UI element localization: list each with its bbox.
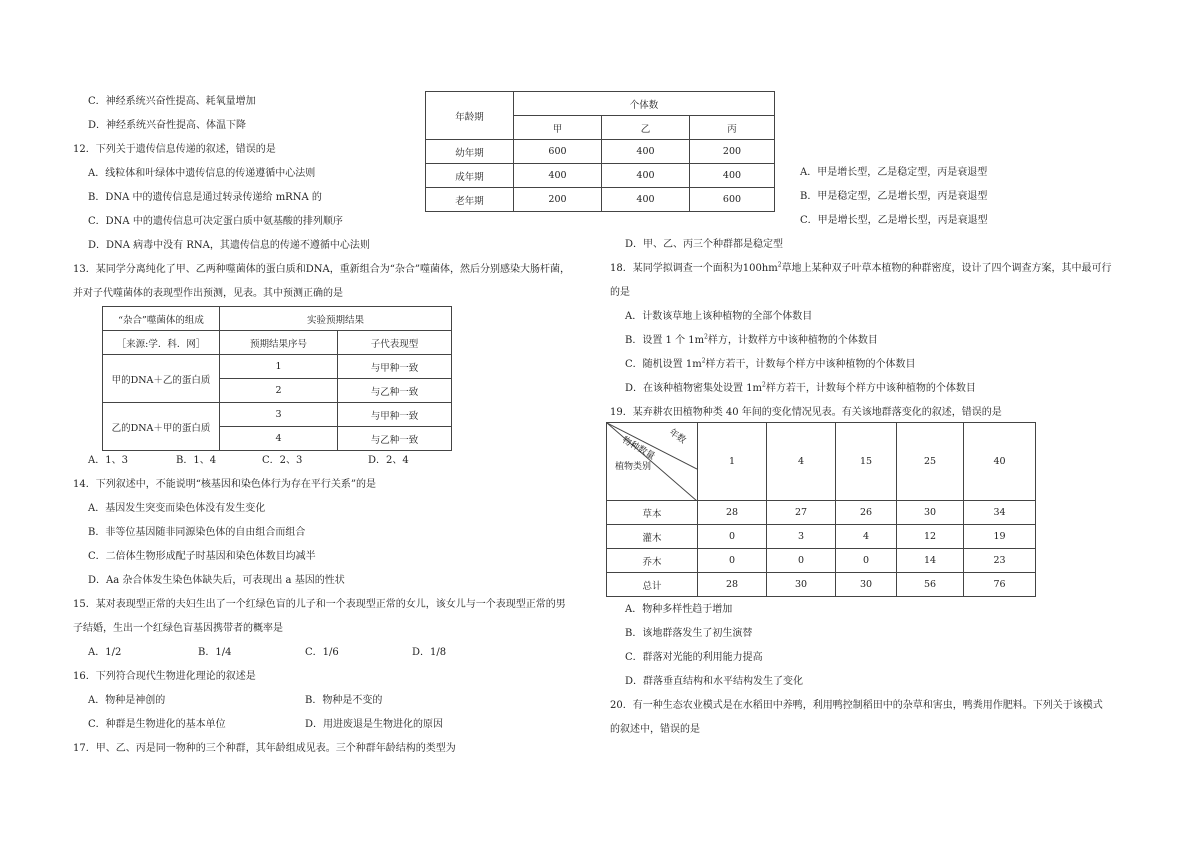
q18-b-pre: B．设置 1 个 1m [625,335,705,346]
q18-b-post: 样方，计数样方中该种植物的个体数目 [707,335,878,346]
q16-stem: 16．下列符合现代生物进化理论的叙述是 [73,671,256,682]
q19-corner-species: 物种数量 [620,435,657,463]
q19-cell: 26 [836,501,897,525]
q19-cell: 30 [836,573,897,597]
q19-cell: 30 [897,501,964,525]
q12-option-b: B．DNA 中的遗传信息是通过转录传递给 mRNA 的 [88,192,322,203]
q17-row-label: 成年期 [426,164,514,188]
q19-row-label: 灌木 [607,525,698,549]
q12-option-a: A．线粒体和叶绿体中遗传信息的传递遵循中心法则 [88,168,316,179]
q17-row-label: 老年期 [426,188,514,212]
q17-option-b: B．甲是稳定型，乙是增长型，丙是衰退型 [800,191,988,202]
q13-head-pheno: 子代表现型 [338,331,452,355]
q13-head-seq: 预期结果序号 [220,331,338,355]
q20-stem-line1: 20．有一种生态农业模式是在水稻田中养鸭，利用鸭控制稻田中的杂草和害虫，鸭粪用作肥料。下列关于该模式 [610,700,1103,711]
q12-option-d: D．DNA 病毒中没有 RNA，其遗传信息的传递不遵循中心法则 [88,240,370,251]
q13-cell: 与甲种一致 [338,355,452,379]
q13-head-source: ［来源:学．科．网］ [103,331,220,355]
q14-stem: 14．下列叙述中，不能说明“核基因和染色体行为存在平行关系”的是 [73,479,376,490]
q15-option-b: B．1/4 [198,647,232,658]
q19-cell: 34 [964,501,1036,525]
q18-option-d [625,382,976,396]
q11-option-c: C．神经系统兴奋性提高、耗氧量增加 [88,96,256,107]
q19-cell: 28 [698,501,767,525]
q17-age-table [425,91,775,212]
q19-cell: 14 [897,549,964,573]
q11-option-d: D．神经系统兴奋性提高、体温下降 [88,120,247,131]
q13-table [102,306,452,451]
q16-option-c: C．种群是生物进化的基本单位 [88,719,226,730]
q19-cell: 27 [767,501,836,525]
q19-cell: 19 [964,525,1036,549]
q17-cell: 200 [690,140,775,164]
q19-option-d: D．群落垂直结构和水平结构发生了变化 [625,676,804,687]
q19-row-label: 总计 [607,573,698,597]
q13-option-a: A．1、3 [88,455,128,466]
q17-option-c: C．甲是增长型，乙是增长型，丙是衰退型 [800,215,988,226]
q17-cell: 600 [514,140,602,164]
q19-option-c: C．群落对光能的利用能力提高 [625,652,763,663]
q15-option-c: C．1/6 [305,647,339,658]
q17-cell: 400 [514,164,602,188]
q19-cell: 0 [836,549,897,573]
q19-option-b: B．该地群落发生了初生演替 [625,628,753,639]
q13-cell: 2 [220,379,338,403]
q19-year: 40 [964,423,1036,501]
q18-c-sup: 2 [701,357,706,365]
q13-stem-line1: 13．某同学分离纯化了甲、乙两种噬菌体的蛋白质和DNA，重新组合为“杂合”噬菌体，然后分别感染大肠杆菌， [73,264,570,275]
q19-year: 25 [897,423,964,501]
q13-cell: 4 [220,427,338,451]
q13-option-d: D．2、4 [368,455,409,466]
q19-corner-cell [607,423,698,501]
q19-row-label: 乔木 [607,549,698,573]
q13-cell: 3 [220,403,338,427]
q15-option-d: D．1/8 [412,647,447,658]
q13-option-c: C．2、3 [262,455,303,466]
q19-cell: 4 [836,525,897,549]
q18-c-pre: C．随机设置 1m [625,359,702,370]
q19-year: 1 [698,423,767,501]
q13-cell: 1 [220,355,338,379]
q19-succession-table [606,422,1036,597]
q13-head-expected: 实验预期结果 [220,307,452,331]
q14-option-b: B．非等位基因随非同源染色体的自由组合而组合 [88,527,306,538]
q14-option-a: A．基因发生突变而染色体没有发生变化 [88,503,266,514]
q13-head-composition: “杂合”噬菌体的组成 [103,307,220,331]
q16-option-d: D．用进废退是生物进化的原因 [305,719,444,730]
q13-cell: 与甲种一致 [338,403,452,427]
q15-stem-line1: 15．某对表现型正常的夫妇生出了一个红绿色盲的儿子和一个表现型正常的女儿，该女儿与一个表现型正常的男 [73,599,566,610]
q16-option-a: A．物种是神创的 [88,695,166,706]
q19-cell: 0 [698,525,767,549]
q19-corner-category: 植物类别 [615,462,652,472]
q19-cell: 12 [897,525,964,549]
q19-cell: 76 [964,573,1036,597]
q18-stem-line1 [610,262,1112,276]
q17-cell: 400 [602,140,690,164]
q16-option-b: B．物种是不变的 [305,695,383,706]
q19-cell: 3 [767,525,836,549]
q19-cell: 0 [767,549,836,573]
q18-c-post: 样方若干，计数每个样方中该种植物的个体数目 [705,359,916,370]
q17-cell: 600 [690,188,775,212]
q19-year: 4 [767,423,836,501]
q17-col-bing: 丙 [690,116,775,140]
q13-cell: 与乙种一致 [338,427,452,451]
q17-col-jia: 甲 [514,116,602,140]
q14-option-c: C．二倍体生物形成配子时基因和染色体数目均减半 [88,551,316,562]
q18-option-a: A．计数该草地上该种植物的全部个体数目 [625,311,813,322]
q17-head-age: 年龄期 [426,92,514,140]
q19-cell: 0 [698,549,767,573]
q18-stem-sup: 2 [777,261,782,269]
q17-cell: 400 [602,164,690,188]
q18-d-sup: 2 [762,381,766,389]
q13-group-2: 乙的DNA＋甲的蛋白质 [103,403,220,451]
q17-option-d: D．甲、乙、丙三个种群都是稳定型 [625,239,784,250]
q19-year: 15 [836,423,897,501]
q14-option-d: D．Aa 杂合体发生染色体缺失后，可表现出 a 基因的性状 [88,575,345,586]
q18-stem-line2: 的是 [610,287,630,298]
q13-group-1: 甲的DNA＋乙的蛋白质 [103,355,220,403]
q18-option-b [625,334,878,348]
q18-d-pre: D．在该种植物密集处设置 1m [625,383,763,394]
q19-row-label: 草本 [607,501,698,525]
q17-cell: 400 [690,164,775,188]
q18-stem-post: 草地上某种双子叶草本植物的种群密度，设计了四个调查方案，其中最可行 [781,263,1112,274]
q17-head-count: 个体数 [514,92,775,116]
q19-cell: 56 [897,573,964,597]
q19-option-a: A．物种多样性趋于增加 [625,604,733,615]
q17-row-label: 幼年期 [426,140,514,164]
q20-stem-line2: 的叙述中，错误的是 [610,724,700,735]
q17-stem: 17．甲、乙、丙是同一物种的三个种群，其年龄组成见表。三个种群年龄结构的类型为 [73,743,456,754]
q12-option-c: C．DNA 中的遗传信息可决定蛋白质中氨基酸的排列顺序 [88,216,343,227]
q13-cell: 与乙种一致 [338,379,452,403]
q19-stem: 19．某弃耕农田植物种类 40 年间的变化情况见表。有关该地群落变化的叙述，错误的是 [610,407,1002,418]
q18-option-c [625,358,916,372]
q18-d-post: 样方若干，计数每个样方中该种植物的个体数目 [765,383,976,394]
q19-corner-years: 年数 [666,427,688,446]
q18-b-sup: 2 [704,333,708,341]
q19-cell: 28 [698,573,767,597]
q19-cell: 30 [767,573,836,597]
q17-cell: 400 [602,188,690,212]
q12-stem: 12．下列关于遗传信息传递的叙述，错误的是 [73,144,276,155]
q13-option-b: B．1、4 [176,455,217,466]
q13-stem-line2: 并对子代噬菌体的表现型作出预测，见表。其中预测正确的是 [73,288,343,299]
q19-cell: 23 [964,549,1036,573]
q17-option-a: A．甲是增长型，乙是稳定型，丙是衰退型 [800,167,988,178]
q18-stem-pre: 18．某同学拟调查一个面积为100hm [610,263,778,274]
q17-col-yi: 乙 [602,116,690,140]
q15-stem-line2: 子结婚，生出一个红绿色盲基因携带者的概率是 [73,623,283,634]
q15-option-a: A．1/2 [88,647,122,658]
q17-cell: 200 [514,188,602,212]
